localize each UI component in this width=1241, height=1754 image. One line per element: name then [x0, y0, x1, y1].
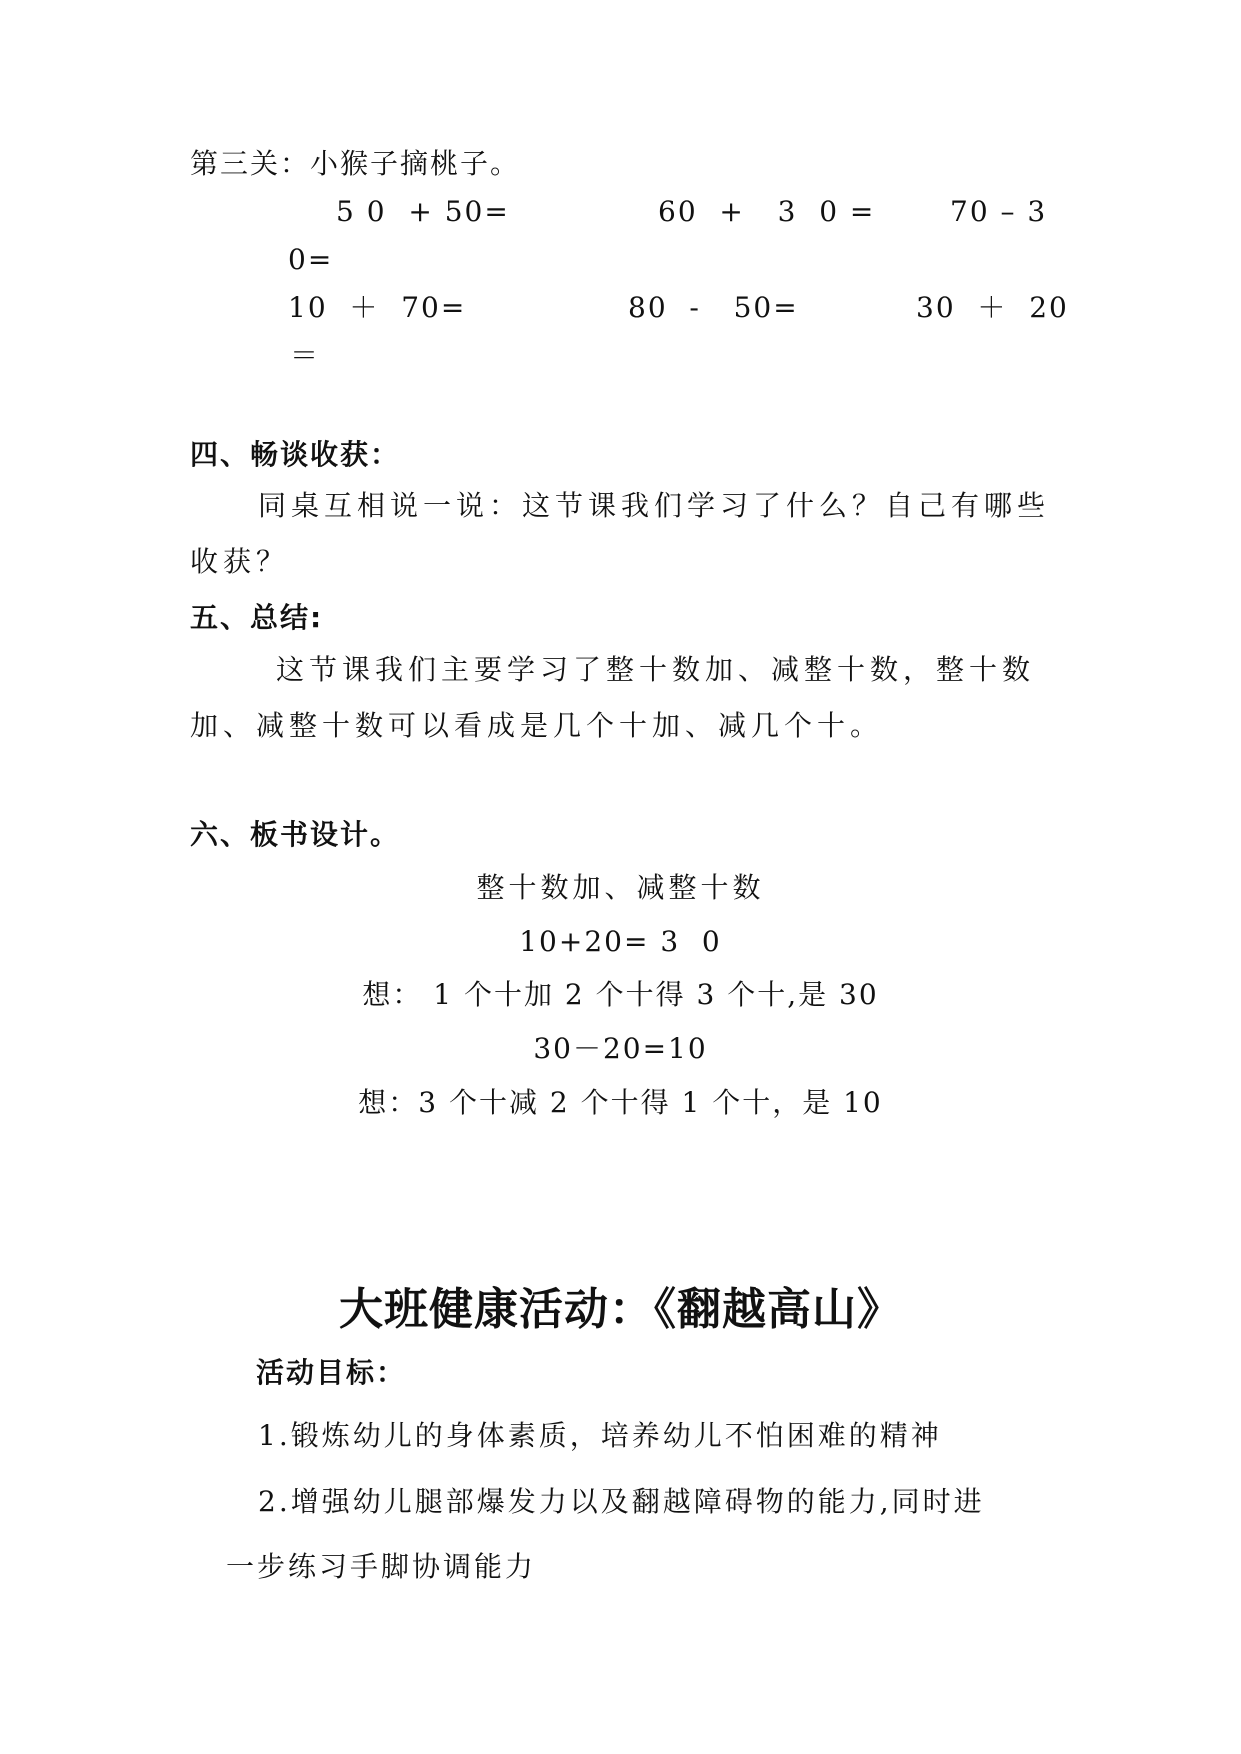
- equation-row2-wrap: ＝: [290, 339, 321, 372]
- section5-paragraph-line1: 这节课我们主要学习了整十数加、减整十数，整十数: [276, 653, 1036, 686]
- section4-paragraph-line1: 同桌互相说一说：这节课我们学习了什么？自己有哪些: [258, 489, 1051, 522]
- section4-paragraph-line2: 收获？: [190, 545, 290, 578]
- board-equation-addition: 10+20= 3 0: [519, 925, 722, 958]
- goal-1: 1.锻炼幼儿的身体素质，培养幼儿不怕困难的精神: [258, 1419, 942, 1452]
- equation-row1-wrap: 0=: [288, 243, 334, 276]
- equation-10-plus-70: 10 ＋ 70=: [288, 291, 467, 324]
- level3-heading: 第三关：小猴子摘桃子。: [190, 147, 521, 180]
- activity-goals-heading: 活动目标：: [256, 1356, 407, 1389]
- equation-70-minus-30: 70 – 3: [950, 195, 1048, 228]
- section5-paragraph-line2: 加、减整十数可以看成是几个十加、减几个十。: [190, 709, 884, 742]
- board-title: 整十数加、减整十数: [476, 871, 765, 904]
- goal-2-line2: 一步练习手脚协调能力: [226, 1550, 537, 1583]
- board-explanation-subtraction: 想：3 个十减 2 个十得 1 个十，是 10: [358, 1086, 883, 1119]
- equation-80-minus-50: 80 - 50=: [628, 291, 799, 324]
- section4-heading: 四、畅谈收获：: [190, 438, 401, 471]
- goal-2-line1: 2.增强幼儿腿部爆发力以及翻越障碍物的能力,同时进: [258, 1485, 985, 1518]
- lesson-title: 大班健康活动：《翻越高山》: [339, 1284, 902, 1335]
- equation-60-plus-30: 60 + 3 0 =: [658, 195, 876, 228]
- board-explanation-addition: 想： 1 个十加 2 个十得 3 个十,是 30: [362, 978, 879, 1011]
- equation-50-plus-50: 5 0 + 50=: [336, 195, 510, 228]
- section5-heading: 五、总结:: [190, 601, 324, 634]
- board-equation-subtraction: 30－20=10: [533, 1032, 708, 1065]
- equation-30-plus-20: 30 ＋ 20: [916, 291, 1069, 324]
- section6-heading: 六、板书设计。: [190, 818, 401, 851]
